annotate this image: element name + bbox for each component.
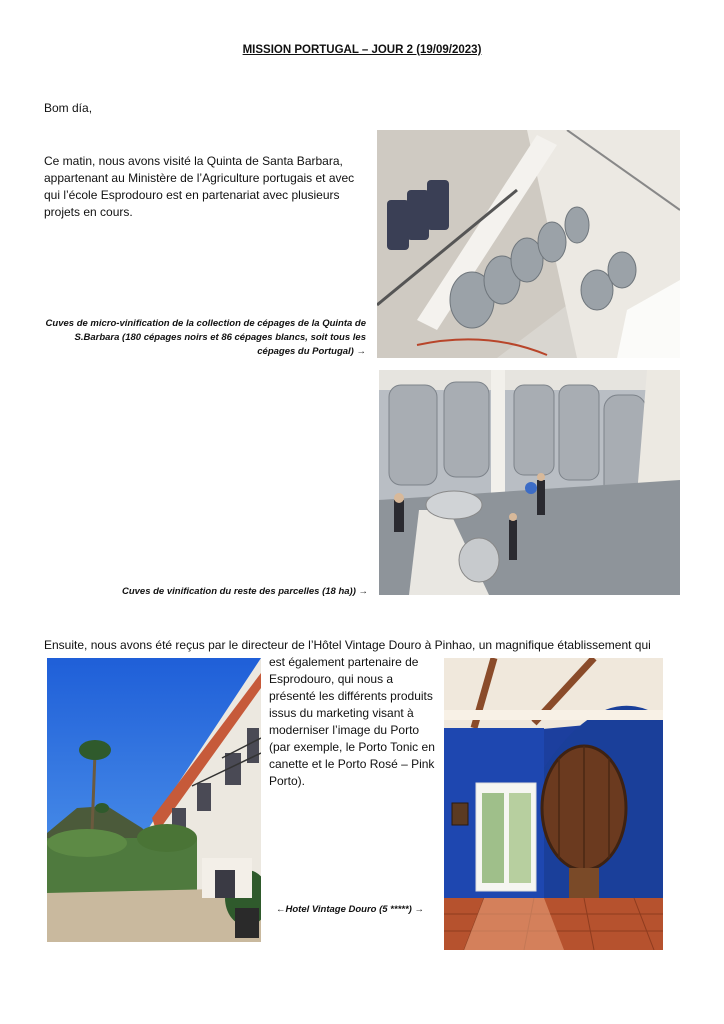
vinification-tanks-photo: [379, 370, 680, 595]
micro-vinification-tanks-photo: [377, 130, 680, 358]
greeting: Bom día,: [44, 101, 93, 115]
intro-paragraph: Ce matin, nous avons visité la Quinta de Santa Barbara, appartenant au Ministère de l’Agriculture portugais et avec qui l’école Esprodouro est en partenariat avec plusieurs projets en cours.: [44, 154, 355, 219]
hotel-exterior-photo: [47, 658, 261, 942]
page-title: MISSION PORTUGAL – JOUR 2 (19/09/2023): [242, 44, 482, 56]
hotel-interior-barrel-photo: [444, 658, 663, 950]
hotel-paragraph-continued: est également partenaire de Esprodouro, qui nous a présenté les différents produits issus du marketing visant à moderniser l’image du Porto (par exemple, le Porto Tonic en canette et le Porto Rosé – Pink Porto).: [269, 655, 435, 788]
hotel-paragraph-first-line: Ensuite, nous avons été reçus par le directeur de l’Hôtel Vintage Douro à Pinhao, un magnifique établissement qui: [44, 638, 651, 652]
caption-vinification: Cuves de vinification du reste des parcelles (18 ha)) →: [121, 586, 368, 597]
caption-hotel: ←Hotel Vintage Douro (5 *****) →: [276, 904, 424, 915]
caption-micro-vinification: Cuves de micro-vinification de la collection de cépages de la Quinta de S.Barbara (180 cépages noirs et 86 cépages blancs, soit tous les cépages du Portugal) →: [45, 318, 366, 357]
